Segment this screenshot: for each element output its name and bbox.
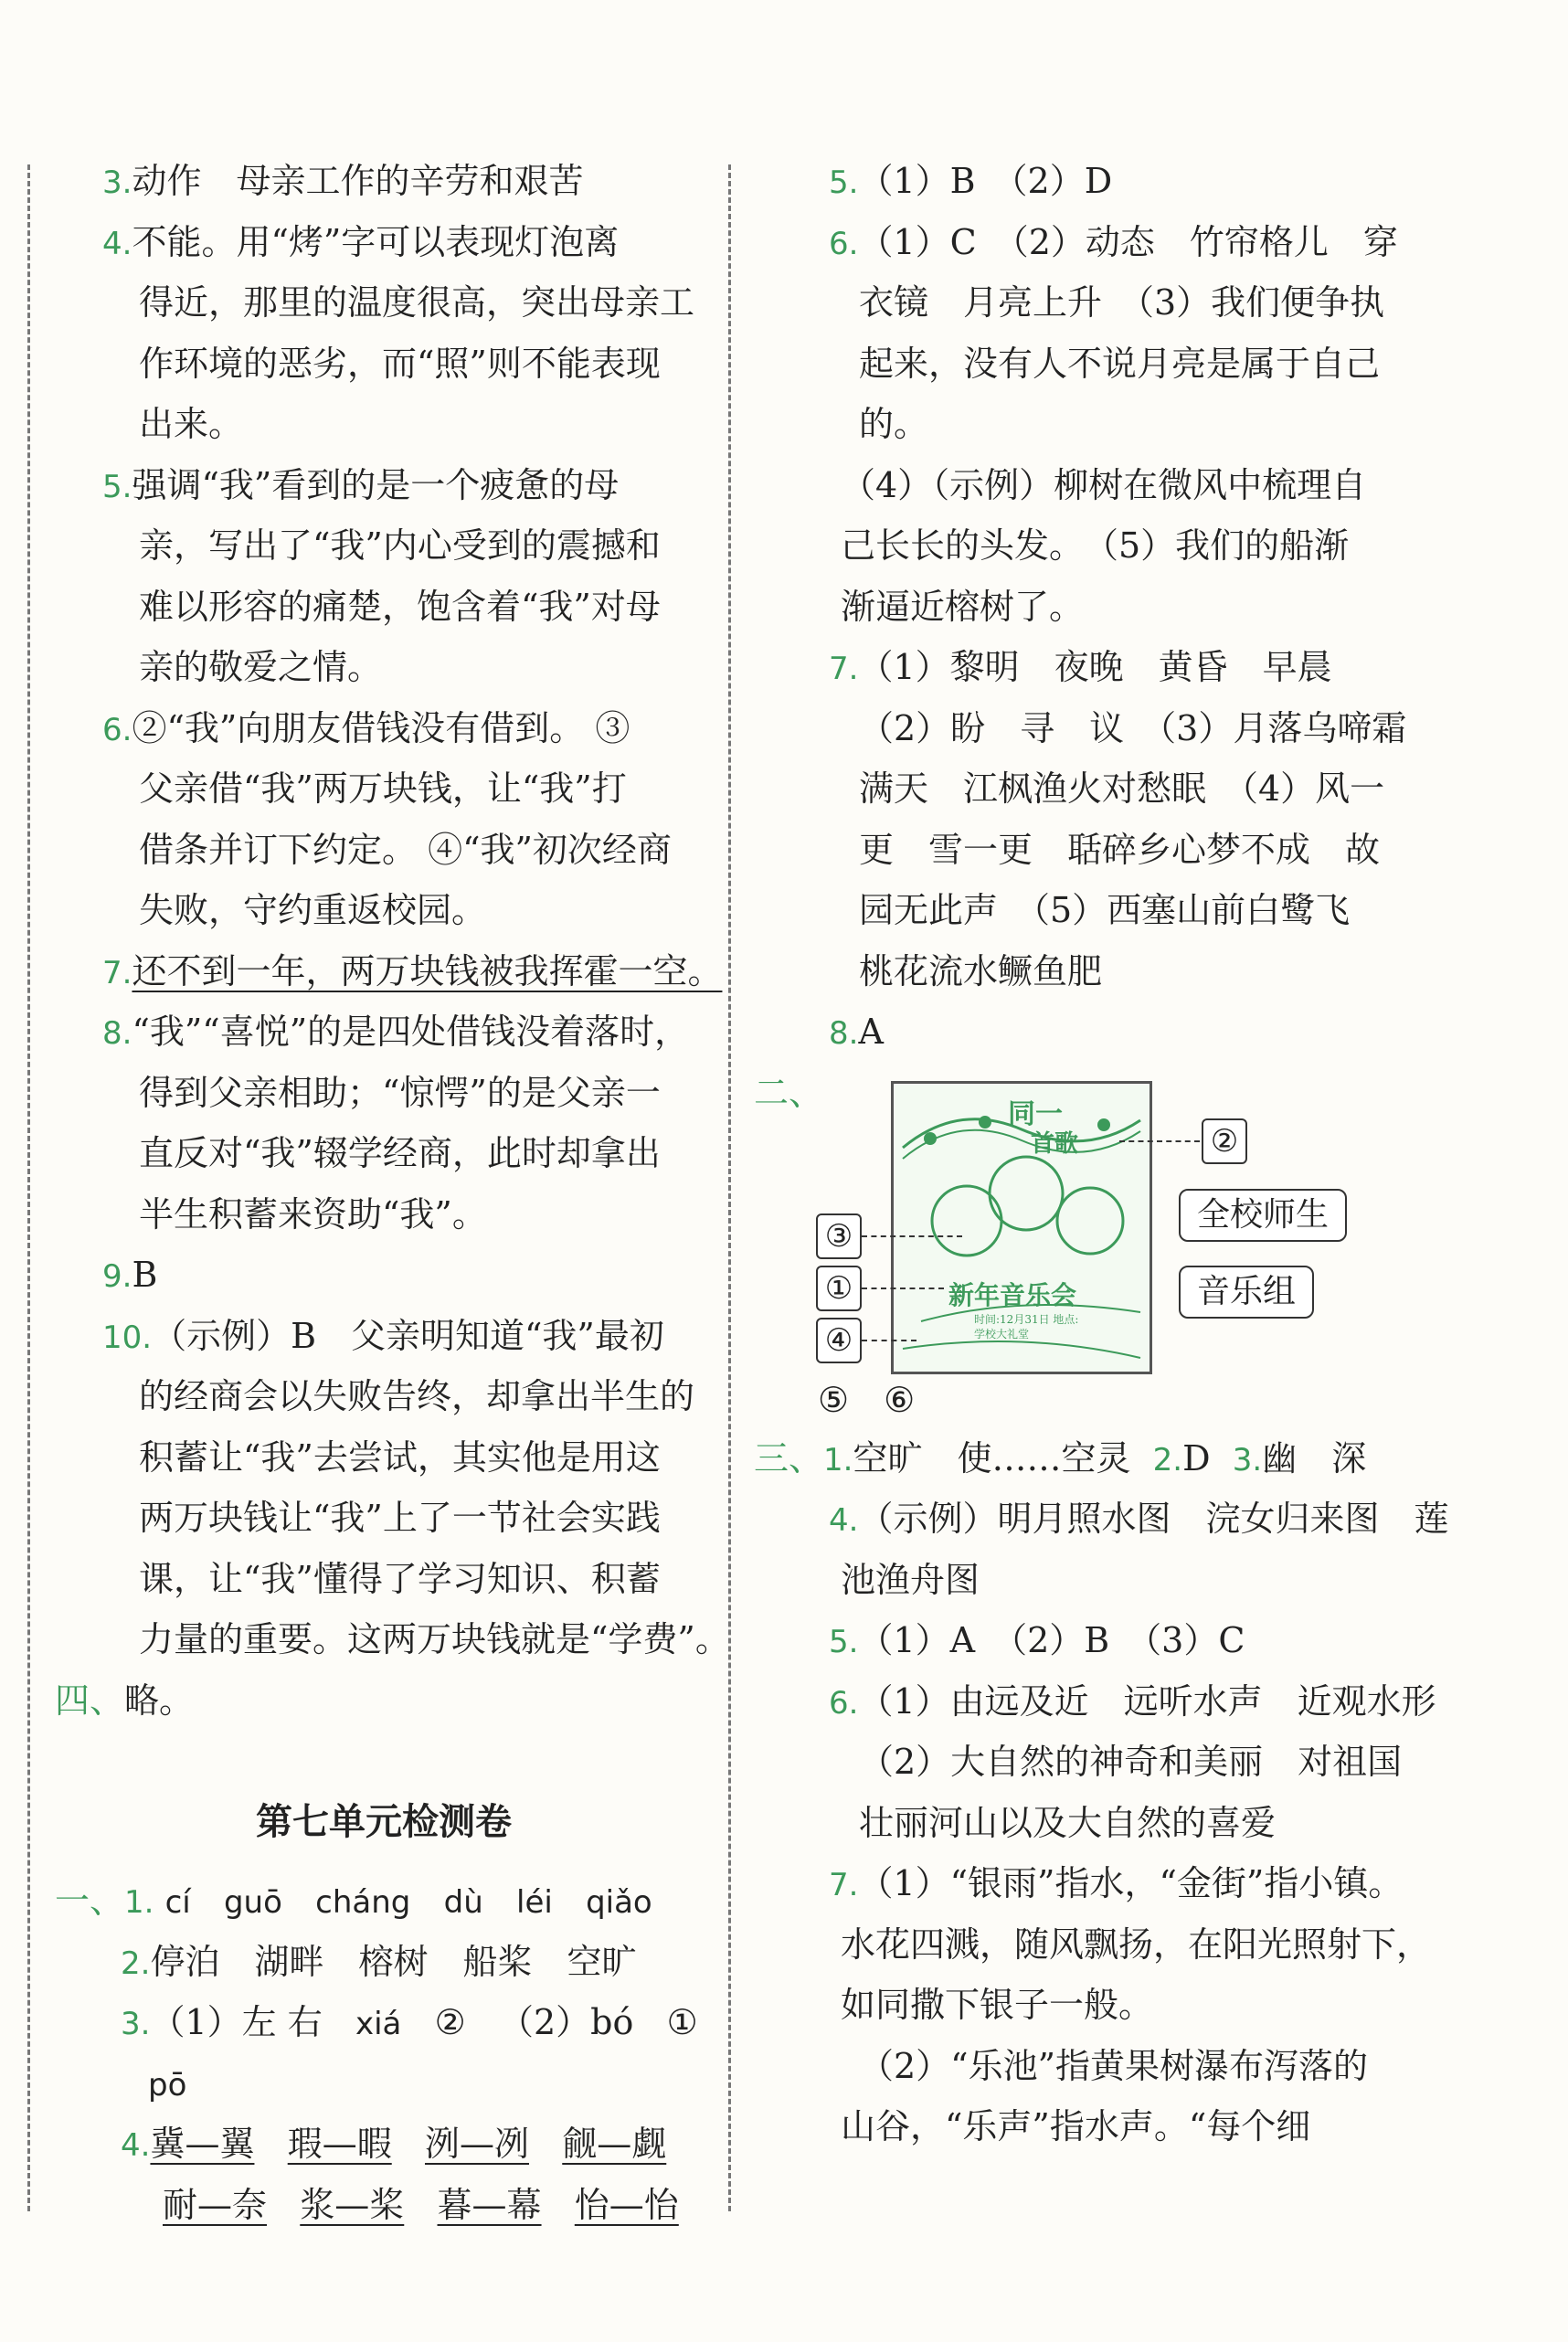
answer-line xyxy=(55,1184,713,1245)
answer-line xyxy=(754,1610,1517,1671)
answer-line xyxy=(754,577,1517,638)
q4-pair-3: 洌—冽 xyxy=(424,2124,529,2164)
concert-poster xyxy=(891,1081,1152,1374)
q4-pair-7: 暮—幕 xyxy=(437,2184,542,2225)
answer-line xyxy=(754,455,1517,516)
answer-text: “我”“喜悦”的是四处借钱没着落时， xyxy=(132,1012,690,1052)
question-number: 5. xyxy=(102,468,132,505)
pinyin-1: cí xyxy=(164,1884,191,1921)
question-number: 7. xyxy=(829,651,859,687)
question-number: 8. xyxy=(102,1015,132,1052)
q2-text: 停泊 湖畔 榕树 船桨 空旷 xyxy=(150,1941,637,1982)
pinyin-6: qiǎo xyxy=(586,1884,652,1921)
answer-text: 水花四溅，随风飘扬，在阳光照射下， xyxy=(841,1923,1432,1965)
answer-text: 不能。用“烤”字可以表现灯泡离 xyxy=(132,221,620,262)
answer-line xyxy=(55,941,723,1002)
answer-line xyxy=(55,1063,713,1124)
answer-line xyxy=(55,1488,713,1549)
question-number: 4. xyxy=(102,225,132,262)
q4-pair-2: 瑕—暇 xyxy=(287,2124,392,2164)
section-three-line xyxy=(754,1428,1517,1489)
answer-text: 直反对“我”辍学经商，此时却拿出 xyxy=(139,1133,661,1173)
question-number: 5. xyxy=(829,164,859,201)
right-column xyxy=(754,151,1517,2157)
answer-text: 力量的重要。这两万块钱就是“学费”。 xyxy=(139,1619,730,1659)
answer-line xyxy=(55,1549,713,1610)
answer-text: 桃花流水鳜鱼肥 xyxy=(859,950,1103,991)
s3-q2-number: 2. xyxy=(1152,1441,1183,1478)
answer-line xyxy=(754,1853,1517,1914)
unit-title: 第七单元检测卷 xyxy=(256,1800,512,1843)
q4-pair-6: 浆—桨 xyxy=(300,2184,405,2225)
box-all-teachers-students: 全校师生 xyxy=(1179,1189,1347,1242)
pinyin-5: léi xyxy=(516,1884,553,1921)
section-four-label: 四、 xyxy=(55,1680,125,1721)
answer-line xyxy=(55,334,713,395)
answer-text: （示例）明月照水图 浣女归来图 莲 xyxy=(858,1499,1449,1539)
answer-text: 课，让“我”懂得了学习知识、积蓄 xyxy=(139,1558,661,1599)
answer-text: （2）盼 寻 议 （3）月落乌啼霜 xyxy=(859,707,1407,748)
answer-line xyxy=(754,941,1517,1002)
q3-line-2 xyxy=(55,2053,713,2114)
answer-text: （示例）B 父亲明知道“我”最初 xyxy=(152,1315,664,1356)
answer-line xyxy=(754,637,1517,698)
answer-line xyxy=(754,820,1517,881)
question-number: 6. xyxy=(829,1684,859,1722)
answer-line xyxy=(754,2036,1517,2097)
answer-line xyxy=(754,698,1517,759)
right-answer-lines-bottom xyxy=(754,1489,1517,2157)
question-number: 5. xyxy=(829,1624,859,1660)
diagram-after-line: ⑤ ⑥ xyxy=(818,1379,916,1420)
answer-text: 作环境的恶劣，而“照”则不能表现 xyxy=(139,343,661,384)
s3-q3-number: 3. xyxy=(1232,1441,1263,1478)
answer-line xyxy=(55,272,713,334)
box-music-group: 音乐组 xyxy=(1179,1266,1314,1319)
label-num-4: ④ xyxy=(816,1318,862,1363)
poster-caption: 新年音乐会 xyxy=(948,1279,1077,1310)
answer-line xyxy=(754,1732,1517,1793)
answer-text: A xyxy=(858,1012,884,1052)
answer-line xyxy=(754,1671,1517,1733)
answer-text: 借条并订下约定。 ④“我”初次经商 xyxy=(139,829,672,870)
answer-line xyxy=(754,1489,1517,1550)
answer-text: （1）黎明 夜晚 黄昏 早晨 xyxy=(858,647,1332,687)
q4-pair-8: 怡—怡 xyxy=(574,2184,679,2225)
question-number: 7. xyxy=(829,1867,859,1903)
answer-text: （4）（示例）柳树在微风中梳理自 xyxy=(841,464,1367,505)
q3-mark-2: ② xyxy=(434,2002,466,2042)
q3-pinyin-xia: xiá xyxy=(355,2006,402,2042)
leader-4 xyxy=(862,1340,916,1341)
left-column xyxy=(55,151,730,2235)
answer-text: （1）C （2）动态 竹帘格儿 穿 xyxy=(858,221,1398,262)
answer-line xyxy=(754,880,1517,941)
answer-line xyxy=(55,1001,713,1063)
answer-line xyxy=(754,212,1517,273)
answer-line xyxy=(55,1609,730,1670)
label-num-3: ③ xyxy=(816,1213,862,1259)
question-number: 4. xyxy=(829,1502,859,1539)
answer-line xyxy=(55,1427,713,1489)
right-answer-lines-top xyxy=(754,151,1517,1063)
answer-text: （1）“银雨”指水，“金街”指小镇。 xyxy=(858,1863,1404,1903)
s3-q2-text: D xyxy=(1182,1437,1211,1478)
answer-text: ②“我”向朋友借钱没有借到。 ③ xyxy=(132,707,630,748)
answer-text: B xyxy=(132,1255,158,1295)
leader-2 xyxy=(1119,1140,1200,1142)
answer-text: 己长长的头发。 （5）我们的船渐 xyxy=(841,525,1350,566)
answer-line xyxy=(754,1001,1517,1063)
answer-text: 两万块钱让“我”上了一节社会实践 xyxy=(139,1498,661,1538)
answer-line xyxy=(55,394,713,455)
question-number: 10. xyxy=(102,1319,153,1356)
answer-line xyxy=(55,212,713,273)
q3-part-d: （2）bó xyxy=(498,2002,634,2042)
q4-pair-1: 冀—翼 xyxy=(150,2124,255,2164)
q4-line-1 xyxy=(55,2114,713,2175)
answer-line xyxy=(55,455,713,516)
q2-line xyxy=(55,1932,713,1993)
answer-text: （1）B （2）D xyxy=(858,161,1113,201)
answer-text: 山谷，“乐声”指水声。“每个细 xyxy=(841,2106,1311,2146)
answer-line xyxy=(754,394,1517,455)
question-number: 6. xyxy=(102,711,132,748)
answer-line xyxy=(55,1245,713,1306)
answer-text: 池渔舟图 xyxy=(841,1559,980,1600)
answer-text: 半生积蓄来资助“我”。 xyxy=(139,1193,487,1235)
q3-part-a: （1）左 右 xyxy=(150,2002,323,2042)
answer-text: 得到父亲相助；“惊愕”的是父亲一 xyxy=(139,1072,661,1113)
answer-line xyxy=(754,515,1517,577)
q4-pair-5: 耐—奈 xyxy=(163,2184,268,2225)
pinyin-3: cháng xyxy=(315,1884,411,1921)
section-one-label: 一、 xyxy=(55,1881,125,1921)
pinyin-4: dù xyxy=(443,1884,483,1921)
q3-pinyin-po: pō xyxy=(148,2066,187,2104)
answer-line xyxy=(55,151,713,212)
q4-number: 4. xyxy=(121,2127,151,2164)
answer-line xyxy=(55,577,713,638)
s3-q1-text: 空旷 使……空灵 xyxy=(853,1437,1131,1478)
answer-text: 起来，没有人不说月亮是属于自己 xyxy=(859,343,1381,384)
answer-line xyxy=(754,2096,1517,2157)
q2-number: 2. xyxy=(121,1945,151,1982)
answer-text: 更 雪一更 聒碎乡心梦不成 故 xyxy=(859,829,1381,870)
answer-line xyxy=(754,1793,1517,1854)
answer-text: 亲的敬爱之情。 xyxy=(139,647,383,687)
left-margin-dashed-line xyxy=(27,164,30,2211)
answer-line xyxy=(55,1306,713,1367)
answer-text: 积蓄让“我”去尝试，其实他是用这 xyxy=(139,1436,661,1478)
answer-line xyxy=(55,698,713,759)
answer-text: 出来。 xyxy=(139,404,244,444)
q3-line xyxy=(55,1992,713,2053)
s3-q1-number: 1. xyxy=(823,1441,853,1478)
answer-text: 得近，那里的温度很高，突出母亲工 xyxy=(139,282,695,323)
answer-line xyxy=(55,880,713,941)
answer-text: 的经商会以失败告终，却拿出半生的 xyxy=(139,1376,695,1416)
answer-text: 满天 江枫渔火对愁眠 （4）风一 xyxy=(859,768,1385,809)
answer-line xyxy=(754,758,1517,820)
answer-text: 父亲借“我”两万块钱，让“我”打 xyxy=(139,768,627,809)
answer-text: 动作 母亲工作的辛劳和艰苦 xyxy=(132,161,584,201)
question-number: 8. xyxy=(829,1015,859,1052)
poster-small-text: 时间:12月31日 地点:学校大礼堂 xyxy=(974,1312,1079,1341)
answer-text: 衣镜 月亮上升 （3）我们便争执 xyxy=(859,282,1385,323)
answer-text: 难以形容的痛楚，饱含着“我”对母 xyxy=(139,586,661,627)
poster-title-2: 首歌 xyxy=(1031,1129,1079,1158)
section-four-text: 略。 xyxy=(124,1680,195,1721)
leader-1 xyxy=(862,1288,944,1289)
pinyin-2: guō xyxy=(223,1884,282,1921)
left-answer-lines xyxy=(55,151,730,1670)
leader-3 xyxy=(862,1235,962,1237)
label-num-2: ② xyxy=(1202,1118,1247,1164)
question-number: 6. xyxy=(829,225,859,262)
answer-text: （1）A （2）B （3）C xyxy=(858,1620,1245,1660)
answer-line xyxy=(55,758,713,820)
poster-diagram xyxy=(754,1063,1517,1428)
answer-text: （2）“乐池”指黄果树瀑布泻落的 xyxy=(859,2045,1369,2086)
q1-pinyin-line xyxy=(55,1870,713,1932)
column-divider-dashed-line xyxy=(728,164,731,2211)
answer-line xyxy=(55,1123,713,1184)
answer-text: 渐逼近榕树了。 xyxy=(841,586,1085,627)
q4-line-2 xyxy=(55,2175,713,2236)
q1-number: 1. xyxy=(124,1884,154,1921)
answer-line xyxy=(754,1975,1517,2036)
answer-text: （1）由远及近 远听水声 近观水形 xyxy=(858,1680,1436,1722)
answer-line xyxy=(754,151,1517,212)
answer-line xyxy=(55,637,713,698)
answer-text: 如同撒下银子一般。 xyxy=(841,1985,1154,2025)
question-number: 3. xyxy=(102,164,132,201)
section-two-label: 二、 xyxy=(754,1072,824,1113)
poster-title-1: 同一 xyxy=(1008,1097,1063,1130)
section-four-line xyxy=(55,1670,713,1732)
answer-text: 园无此声 （5）西塞山前白鹭飞 xyxy=(859,890,1351,930)
q4-pair-4: 觎—觑 xyxy=(562,2124,667,2164)
answer-text: 壮丽河山以及大自然的喜爱 xyxy=(859,1802,1277,1843)
answer-text: 还不到一年，两万块钱被我挥霍一空。 xyxy=(132,950,723,991)
answer-text: 亲，写出了“我”内心受到的震撼和 xyxy=(139,525,661,566)
answer-line xyxy=(754,1914,1517,1976)
section-three-label: 三、 xyxy=(754,1437,824,1478)
answer-line xyxy=(754,1550,1517,1611)
answer-text: 的。 xyxy=(859,404,929,444)
answer-line xyxy=(754,272,1517,334)
answer-text: 失败，守约重返校园。 xyxy=(139,890,487,930)
answer-text: 强调“我”看到的是一个疲惫的母 xyxy=(132,464,620,505)
answer-line xyxy=(55,1366,713,1427)
answer-line xyxy=(55,515,713,577)
question-number: 9. xyxy=(102,1258,132,1295)
q3-number: 3. xyxy=(121,2006,151,2042)
answer-text: （2）大自然的神奇和美丽 对祖国 xyxy=(859,1742,1403,1782)
answer-line xyxy=(754,334,1517,395)
label-num-1: ① xyxy=(816,1266,862,1311)
q3-mark-1: ① xyxy=(666,2002,698,2042)
question-number: 7. xyxy=(102,954,132,991)
answer-line xyxy=(55,820,713,881)
s3-q3-text: 幽 深 xyxy=(1262,1437,1367,1478)
